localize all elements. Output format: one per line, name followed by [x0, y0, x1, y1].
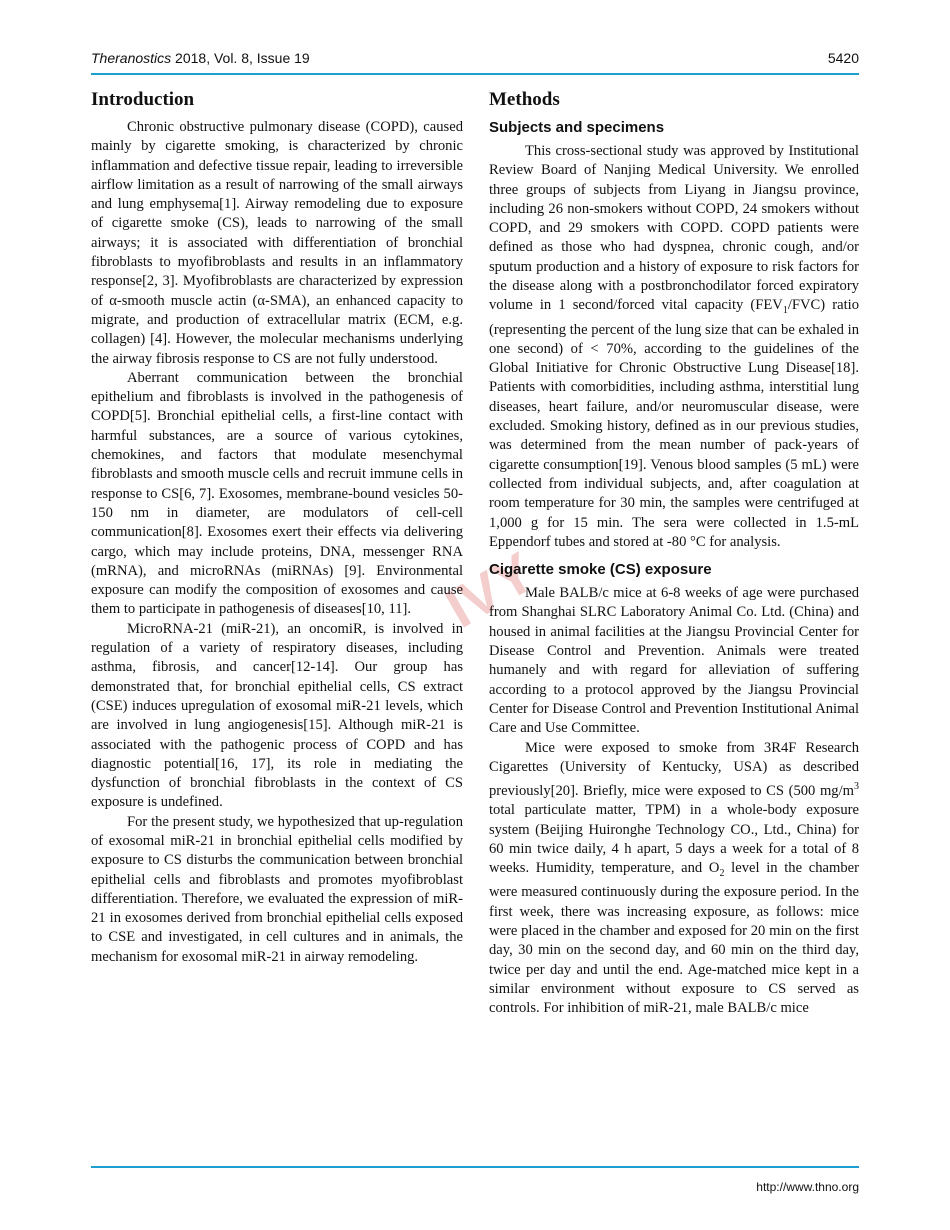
running-header — [91, 50, 859, 70]
intro-paragraph-4: For the present study, we hypothesized that up-regulation of exosomal miR-21 in bronchial epithelial cells modified by exposure to CS disturbs the communication between bronchial epithelial cells and fibroblasts and promotes myofibroblast differentiation. Therefore, we evaluated the expression of miR-21 in exosomes derived from bronchial epithelial cells exposed to CSE and investigated, in cell cultures and in animals, the mechanism for exosomal miR-21 in airway remodeling. — [91, 813, 463, 965]
issue-info: 2018, Vol. 8, Issue 19 — [171, 50, 310, 66]
introduction-heading: Introduction — [91, 89, 195, 110]
right-column — [489, 88, 859, 1018]
footer-rule — [91, 1166, 859, 1168]
header-rule — [91, 73, 859, 75]
cs-paragraph-1: Male BALB/c mice at 6-8 weeks of age were purchased from Shanghai SLRC Laboratory Animal Co. Ltd. (China) and housed in animal facilities at the Jiangsu Provincial Center for Disease Control and Prevention. Animals were treated humanely and with regard for alleviation of suffering according to a protocol approved by the Jiangsu Provincial Center for Disease Control and Prevention Institutional Animal Care and Use Committee. — [489, 585, 859, 737]
cs-exposure-subheading: Cigarette smoke (CS) exposure — [489, 561, 712, 579]
intro-paragraph-1: Chronic obstructive pulmonary disease (COPD), caused mainly by cigarette smoking, is characterized by chronic inflammation and defective tissue repair, leading to irreversible airflow limitation as a result of narrowing of the small airways and lung emphysema[1]. Airway remodeling due to exposure of cigarette smoke (CS), leads to narrowing of the small airways; it is associated with differentiation of bronchial fibroblasts to myofibroblasts and results in an inflammatory response[2, 3]. Myofibroblasts are characterized by expression of α-smooth muscle actin (α-SMA), an enhanced capacity to migrate, and production of extracellular matrix (ECM, e.g. collagen) [4]. However, the molecular mechanisms underlying the airway fibrosis response to CS are not fully understood. — [91, 119, 463, 367]
intro-paragraph-3: MicroRNA-21 (miR-21), an oncomiR, is involved in regulation of a variety of respiratory diseases, including asthma, fibrosis, and cancer[12-14]. Our group has demonstrated that, for bronchial epithelial cells, CS extract (CSE) induces upregulation of exosomal miR-21 levels, which are involved in lung angiogenesis[15]. Although miR-21 is associated with the pathogenic process of COPD and has diagnostic potential[16, 17], its role in mediating the dysfunction of bronchial fibroblasts in the context of CS exposure is undefined. — [91, 620, 463, 811]
fev-subscript: 1 — [782, 305, 788, 317]
subjects-paragraph: This cross-sectional study was approved by Institutional Review Board of Nanjing Medical University. We enrolled three groups of subjects from Liyang in Jiangsu province, including 26 non-smokers without COPD, 24 smokers without COPD, and 29 smokers with COPD. COPD patients were defined as those who had dyspnea, chronic cough, and/or sputum production and a history of exposure to risk factors for the disease along with a postbronchodilator forced expiratory volume in 1 second/forced vital capacity $(FEV_1/FVC)$ ratio (representing the percent of the lung size that can be exhaled in one second) of < 70%, according to the guidelines of the Global Initiative for Chronic Obstructive Lung Disease[18]. Patients with comorbidities, including asthma, interstitial lung diseases, heart failure, and/or neuromuscular disease, were excluded. Smoking history, defined as in our previous studies, was determined from the mean number of pack-years of cigarette consumption[19]. Venous blood samples (5 mL) were collected from individual subjects, and, after coagulation at room temperature for 30 min, the samples were centrifuged at 1,000 g for 15 min. The sera were collected in 1.5-mL Eppendorf tubes and stored at -80 °C for analysis. — [489, 143, 859, 550]
journal-citation — [91, 50, 310, 66]
subjects-subheading: Subjects and specimens — [489, 119, 665, 136]
o2-subscript: 2 — [719, 868, 725, 880]
page-number: 5420 — [827, 50, 859, 66]
watermark: IVY — [435, 539, 545, 640]
cs-paragraph-2: Mice were exposed to smoke from 3R4F Research Cigarettes (University of Kentucky, USA) as described previously[20]. Briefly, mice were exposed to CS (500 $mg/m^3$ total particulate matter, TPM) in a whole-body exposure system (Beijing Huironghe Technology CO., Ltd., China) for 60 min twice daily, 4 h apart, 5 days a week for a total of 8 weeks. Humidity, temperature, and $O_2$ level in the chamber were measured continuously during the exposure period. In the first week, there was increasing exposure, as follows: mice were placed in the chamber and exposed for 20 min on the first day, 30 min on the second day, and 60 min on the third day, twice per day and until the end. Age-matched mice kept in a similar environment without exposure to CS served as controls. For inhibition of miR-21, male BALB/c mice — [489, 739, 859, 1017]
journal-name: Theranostics — [91, 50, 172, 66]
left-column — [91, 88, 463, 967]
journal-url[interactable]: http://www.thno.org — [756, 1180, 859, 1194]
methods-heading: Methods — [489, 89, 560, 110]
intro-paragraph-2: Aberrant communication between the bronchial epithelium and fibroblasts is involved in the pathogenesis of COPD[5]. Bronchial epithelial cells, a first-line contact with harmful substances, are a source of various cytokines, chemokines, and factors that modulate mesenchymal fibroblasts and smooth muscle cells and recruit immune cells in response to CS[6, 7]. Exosomes, membrane-bound vesicles 50-150 nm in diameter, are modulators of cell-cell communication[8]. Exosomes exert their effects via delivering cargo, which may include proteins, DNA, messenger RNA (mRNA), and microRNAs (miRNAs) [9]. Environmental exposure can modify the composition of exosomes and cause them to participate in pathogenesis of diseases[10, 11]. — [91, 369, 463, 618]
m3-superscript: 3 — [854, 781, 859, 793]
